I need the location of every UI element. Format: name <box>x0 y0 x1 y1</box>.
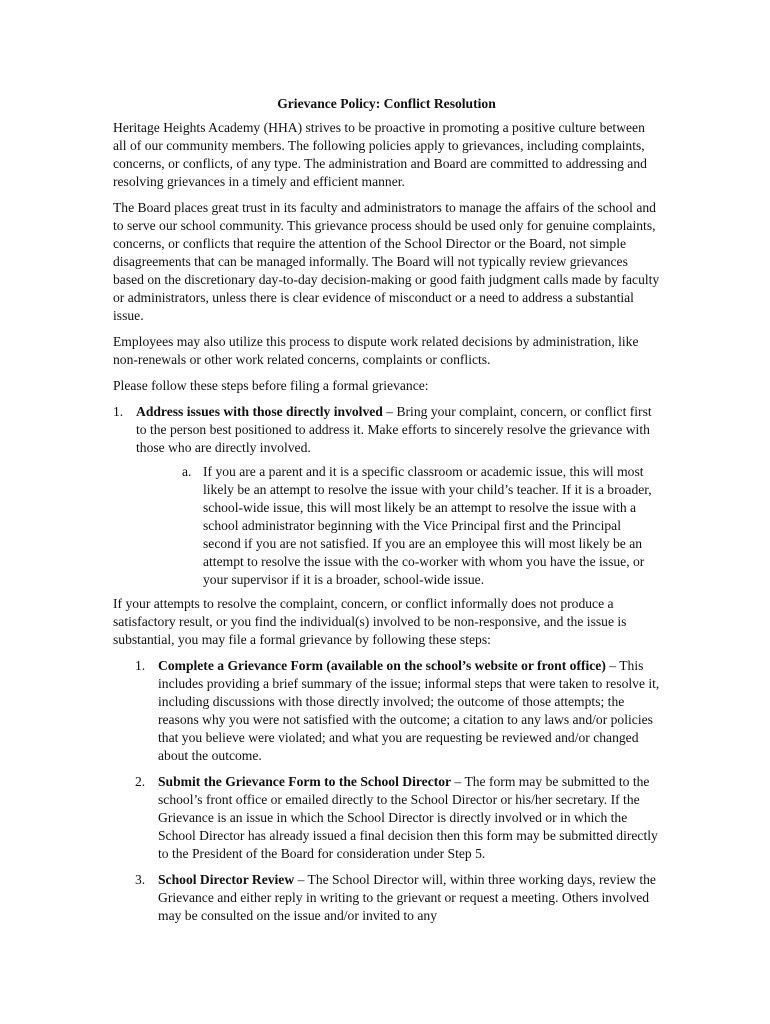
formal-step-item <box>113 871 660 925</box>
informal-step-item <box>113 403 660 457</box>
formal-intro-paragraph: If your attempts to resolve the complaint, concern, or conflict informally does not produce a satisfactory result, or you find the individual(s) involved to be non-responsive, and the issue is substantial, you may file a formal grievance by following these steps: <box>113 596 627 647</box>
steps-intro-paragraph: Please follow these steps before filing a formal grievance: <box>113 378 429 393</box>
formal-step-heading: Complete a Grievance Form (available on the school’s website or front office) <box>158 658 606 673</box>
employees-paragraph: Employees may also utilize this process to dispute work related decisions by administration, like non-renewals or other work related concerns, complaints or conflicts. <box>113 334 639 367</box>
informal-step-number: 1. <box>113 404 124 419</box>
formal-step-text: – The form may be submitted to the school’s front office or emailed directly to the School Director or his/her secretary. If the Grievance is an issue in which the School Director is directly involved or in which the School Director has already issued a final decision then this form may be submitted directly to the President of the Board for consideration under Step 5. <box>158 774 658 861</box>
informal-step-heading: Address issues with those directly involved <box>136 404 383 419</box>
informal-step-text: – Bring your complaint, concern, or conflict first to the person best positioned to address it. Make efforts to sincerely resolve the grievance with those who are directly involved. <box>136 404 652 455</box>
formal-step-text: – The School Director will, within three working days, review the Grievance and either reply in writing to the grievant or request a meeting. Others involved may be consulted on the issue and/or invited to any <box>158 872 656 923</box>
board-trust-paragraph: The Board places great trust in its faculty and administrators to manage the affairs of the school and to serve our school community. This grievance process should be used only for genuine complaints, concerns, or conflicts that require the attention of the School Director or the Board, not simple disagreements that can be managed informally. The Board will not typically review grievances based on the discretionary day-to-day decision-making or good faith judgment calls made by faculty or administrators, unless there is clear evidence of misconduct or a need to address a substantial issue. <box>113 200 660 323</box>
intro-paragraph: Heritage Heights Academy (HHA) strives to be proactive in promoting a positive culture between all of our community members. The following policies apply to grievances, including complaints, concerns, or conflicts, of any type. The administration and Board are committed to addressing and resolving grievances in a timely and efficient manner. <box>113 120 647 189</box>
formal-step-heading: School Director Review <box>158 872 295 887</box>
informal-substep-text: If you are a parent and it is a specific classroom or academic issue, this will most likely be an attempt to resolve the issue with your child’s teacher. If it is a broader, school-wide issue, this will most likely be an attempt to resolve the issue with a school administrator beginning with the Vice Principal first and the Principal second if you are not satisfied. If you are an employee this will most likely be an attempt to resolve the issue with the co-worker with whom you have the issue, or your supervisor if it is a broader, school-wide issue. <box>203 464 652 587</box>
formal-step-number: 3. <box>135 872 146 887</box>
formal-step-item <box>113 657 660 765</box>
formal-step-text: – This includes providing a brief summary of the issue; informal steps that were taken to resolve it, including discussions with those directly involved; the outcome of those attempts; the reasons why you were not satisfied with the outcome; a citation to any laws and/or policies that you believe were violated; and what you are requesting be reviewed and/or changed about the outcome. <box>158 658 660 763</box>
informal-substep-letter: a. <box>182 464 192 479</box>
document-title: Grievance Policy: Conflict Resolution <box>277 96 496 111</box>
formal-step-item <box>113 773 660 863</box>
informal-substep-item <box>113 463 660 589</box>
formal-step-heading: Submit the Grievance Form to the School Director <box>158 774 452 789</box>
formal-step-number: 2. <box>135 774 146 789</box>
formal-step-number: 1. <box>135 658 146 673</box>
